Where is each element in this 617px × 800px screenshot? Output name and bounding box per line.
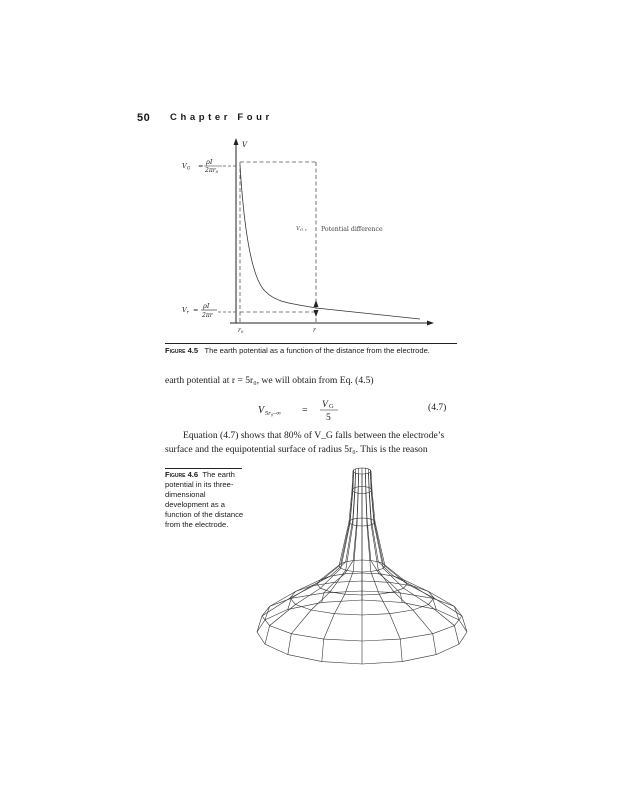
svg-text:VGr: VG r (296, 226, 307, 232)
svg-text:VG: $V_G$ (182, 162, 191, 172)
svg-text:ρI: ρI (206, 158, 213, 166)
svg-text:V: V (322, 400, 328, 410)
wireframe-meridian (370, 470, 459, 620)
caption-rule (165, 468, 242, 469)
wireframe-meridian (370, 472, 459, 644)
svg-text:5: 5 (326, 413, 331, 423)
svg-text:r: r (313, 327, 316, 334)
equation-4-7 (258, 397, 358, 423)
figure-4-5-caption: Figure 4.5 The earth potential as a function of the distance from the electrode. (165, 346, 430, 355)
figure-4-6-wireframe (250, 460, 480, 675)
y-axis-arrow (234, 138, 239, 145)
paragraph-1: earth potential at r = 5r₀, we will obtain from Eq. (4.5) (165, 375, 374, 386)
page-number: 50 (137, 112, 151, 124)
svg-text:=: = (193, 306, 199, 314)
svg-text:r0: r0 (238, 327, 244, 334)
figure-4-5-plot (160, 130, 440, 342)
svg-text:ρI: ρI (203, 302, 210, 310)
wireframe-meridian (265, 470, 354, 620)
paragraph-2: Equation (4.7) shows that 80% of V_G falls between the electrode’s surface and the equipotential surface of radius 5r₀. This is the reason (165, 430, 445, 455)
chapter-title: Chapter Four (170, 112, 273, 123)
caption-rule (165, 343, 457, 344)
svg-text:5r₀–∞: 5r₀–∞ (265, 410, 281, 417)
y-axis-label: V (242, 141, 248, 149)
wireframe-meridian (265, 472, 354, 644)
equation-number: (4.7) (428, 402, 447, 413)
wireframe-meridian (368, 469, 436, 610)
wireframe-meridian (368, 473, 436, 654)
svg-text:Vr: $V_r$ (182, 306, 189, 316)
x-axis-arrow (427, 321, 434, 326)
wireframe-meridian (288, 473, 356, 654)
svg-text:Potential difference: Potential difference (321, 226, 383, 233)
svg-text:=: = (198, 162, 204, 170)
svg-text:2πr: 2πr (202, 312, 213, 319)
wireframe-meridian (288, 469, 356, 610)
svg-text:G: G (329, 403, 334, 410)
svg-text:=: = (302, 405, 308, 416)
svg-text:2πr0: 2πr0 (205, 167, 219, 174)
figure-4-6-caption: Figure 4.6 The earth potential in its three-dimensional development as a function of the distance from the electrode. (165, 470, 244, 529)
svg-text:V: V (258, 405, 265, 416)
potential-curve (240, 165, 420, 319)
